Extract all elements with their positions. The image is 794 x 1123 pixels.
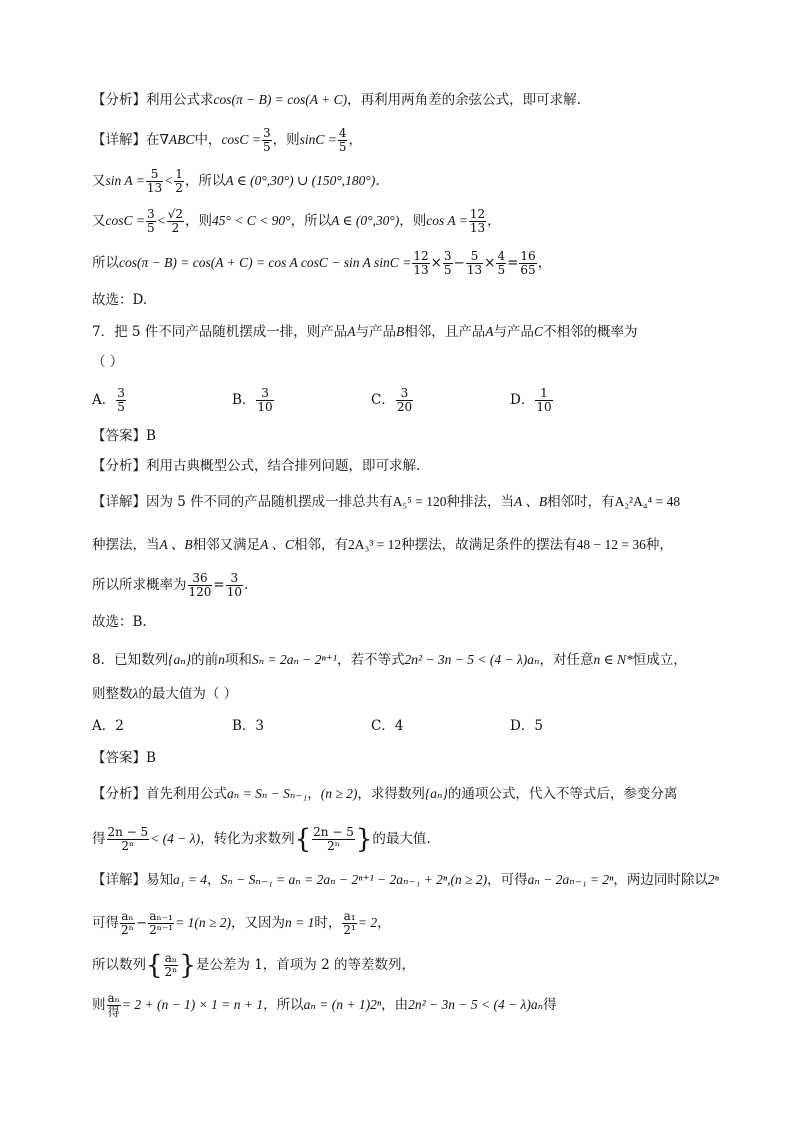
q7-stem-paren: （ ） <box>92 354 124 370</box>
q6-detail-2: 又sin A = $\frac{5}{13}$ < $\frac{1}{2}$ ，所以A ∈ (0°,30°) ∪ (150°,180°). <box>92 167 380 195</box>
q6-detail-4: 所以cos(π − B) = cos(A + C) = cos A cosC − sin A sinC = $\frac{12}{13}$ × $\frac{3}{5}$ − $\frac{5}{13}$ × $\frac{4}{5}$ = $\frac{16}{65}$ ， <box>92 249 552 277</box>
q8-detail-2: 可得 $\frac{\text{aₙ}}{\text{2ⁿ}}$ − $\frac{\text{aₙ₋₁}}{\text{2ⁿ⁻¹}}$ = 1(n ≥ 2)，又因为n = 1时， $\frac{\text{a₁}}{\text{2¹}}$ = 2， <box>92 909 391 937</box>
q8-stem-2: 则整数λ的最大值为（ ） <box>92 686 238 702</box>
q7-detail-2: 种摆法，当A 、B相邻又满足A 、C相邻，有2A₃³ = 12种摆法，故满足条件的摆法有48 − 12 = 36种， <box>92 537 673 553</box>
q7-option-c[interactable]: C． $\frac{3}{20}$ <box>371 386 413 414</box>
q6-choice: 故选：D. <box>92 292 148 308</box>
q8-detail-3: 所以数列{ $\frac{\text{aₙ}}{\text{2ⁿ}}$ }是公差为 1，首项为 2 的等差数列， <box>92 950 415 981</box>
fraction: $\frac{√2}{2}$ <box>167 207 184 235</box>
q8-analysis-1: 【分析】首先利用公式aₙ = Sₙ − Sₙ₋₁，(n ≥ 2)，求得数列{aₙ}的通项公式，代入不等式后，参变分离 <box>92 786 678 802</box>
fraction: $\frac{5}{13}$ <box>466 249 483 277</box>
q7-option-d[interactable]: D． $\frac{1}{10}$ <box>510 386 552 414</box>
q7-detail-1: 【详解】因为 5 件不同的产品随机摆成一排总共有A₅⁵ = 120种排法，当A 、B相邻时，有A₂²A₄⁴ = 48 <box>92 494 681 510</box>
formula: cos(π − B) = cos(A + C) <box>213 92 348 107</box>
q8-option-b[interactable]: B．3 <box>232 718 265 734</box>
q8-detail-4: 则 $\frac{\text{aₙ}}{\text{得}}$ = 2 + (n − 1) × 1 = n + 1，所以aₙ = (n + 1)2ⁿ，由2n² − 3n − 5 < (4 − λ)aₙ得 <box>92 991 557 1019</box>
q8-option-d[interactable]: D．5 <box>510 718 543 734</box>
fraction: $\frac{12}{13}$ <box>469 207 486 235</box>
fraction: $\frac{4}{5}$ <box>497 249 506 277</box>
detail-tag: 【详解】 <box>92 132 146 148</box>
q6-analysis: 【分析】利用公式求cos(π − B) = cos(A + C)，再利用两角差的余弦公式，即可求解. <box>92 92 581 108</box>
q7-answer: 【答案】B <box>92 428 156 444</box>
q7-stem: 7．把 5 件不同产品随机摆成一排，则产品A与产品B相邻，且产品A与产品C不相邻的概率为 <box>92 324 638 340</box>
fraction: $\frac{4}{5}$ <box>338 126 347 154</box>
fraction: $\frac{5}{13}$ <box>146 167 163 195</box>
q8-option-c[interactable]: C．4 <box>371 718 404 734</box>
fraction: $\frac{12}{13}$ <box>413 249 429 277</box>
q7-detail-3: 所以所求概率为 $\frac{36}{120}$ = $\frac{3}{10}$ . <box>92 571 249 599</box>
fraction: $\frac{16}{65}$ <box>520 249 536 277</box>
q8-answer: 【答案】B <box>92 750 156 766</box>
q7-option-b[interactable]: B． $\frac{3}{10}$ <box>232 386 273 414</box>
q8-stem: 8．已知数列{aₙ}的前n项和Sₙ = 2aₙ − 2ⁿ⁺¹，若不等式2n² − 3n − 5 < (4 − λ)aₙ，对任意n ∈ N*恒成立， <box>92 652 687 668</box>
analysis-tag: 【分析】 <box>92 92 146 108</box>
fraction: $\frac{3}{5}$ <box>443 249 452 277</box>
q6-detail-3: 又cosC = $\frac{3}{5}$ < $\frac{√2}{2}$ ，则45° < C < 90°，所以A ∈ (0°,30°)，则cos A = $\frac{12}{13}$ ， <box>92 207 501 235</box>
q7-analysis: 【分析】利用古典概型公式，结合排列问题，即可求解. <box>92 458 421 474</box>
q7-option-a[interactable]: A． $\frac{3}{5}$ <box>92 386 125 414</box>
q6-detail-1: 【详解】在∇ABC中，cosC = $\frac{3}{5}$ ，则sinC = $\frac{4}{5}$ ， <box>92 126 362 154</box>
q8-detail-1: 【详解】易知a₁ = 4，Sₙ − Sₙ₋₁ = aₙ = 2aₙ − 2ⁿ⁺¹ − 2aₙ₋₁ + 2ⁿ,(n ≥ 2)，可得aₙ − 2aₙ₋₁ = 2ⁿ，两边同时除以2ⁿ <box>92 872 719 888</box>
fraction: $\frac{3}{5}$ <box>262 126 271 154</box>
fraction: $\frac{1}{2}$ <box>175 167 183 195</box>
q8-option-a[interactable]: A．2 <box>92 718 124 734</box>
q8-analysis-2: 得 $\frac{2n - 5}{\text{2ⁿ}}$ < (4 − λ)，转化为求数列{ $\frac{2n - 5}{\text{2ⁿ}}$ }的最大值. <box>92 824 431 855</box>
fraction: $\frac{3}{5}$ <box>147 207 155 235</box>
q7-choice: 故选：B. <box>92 614 147 630</box>
